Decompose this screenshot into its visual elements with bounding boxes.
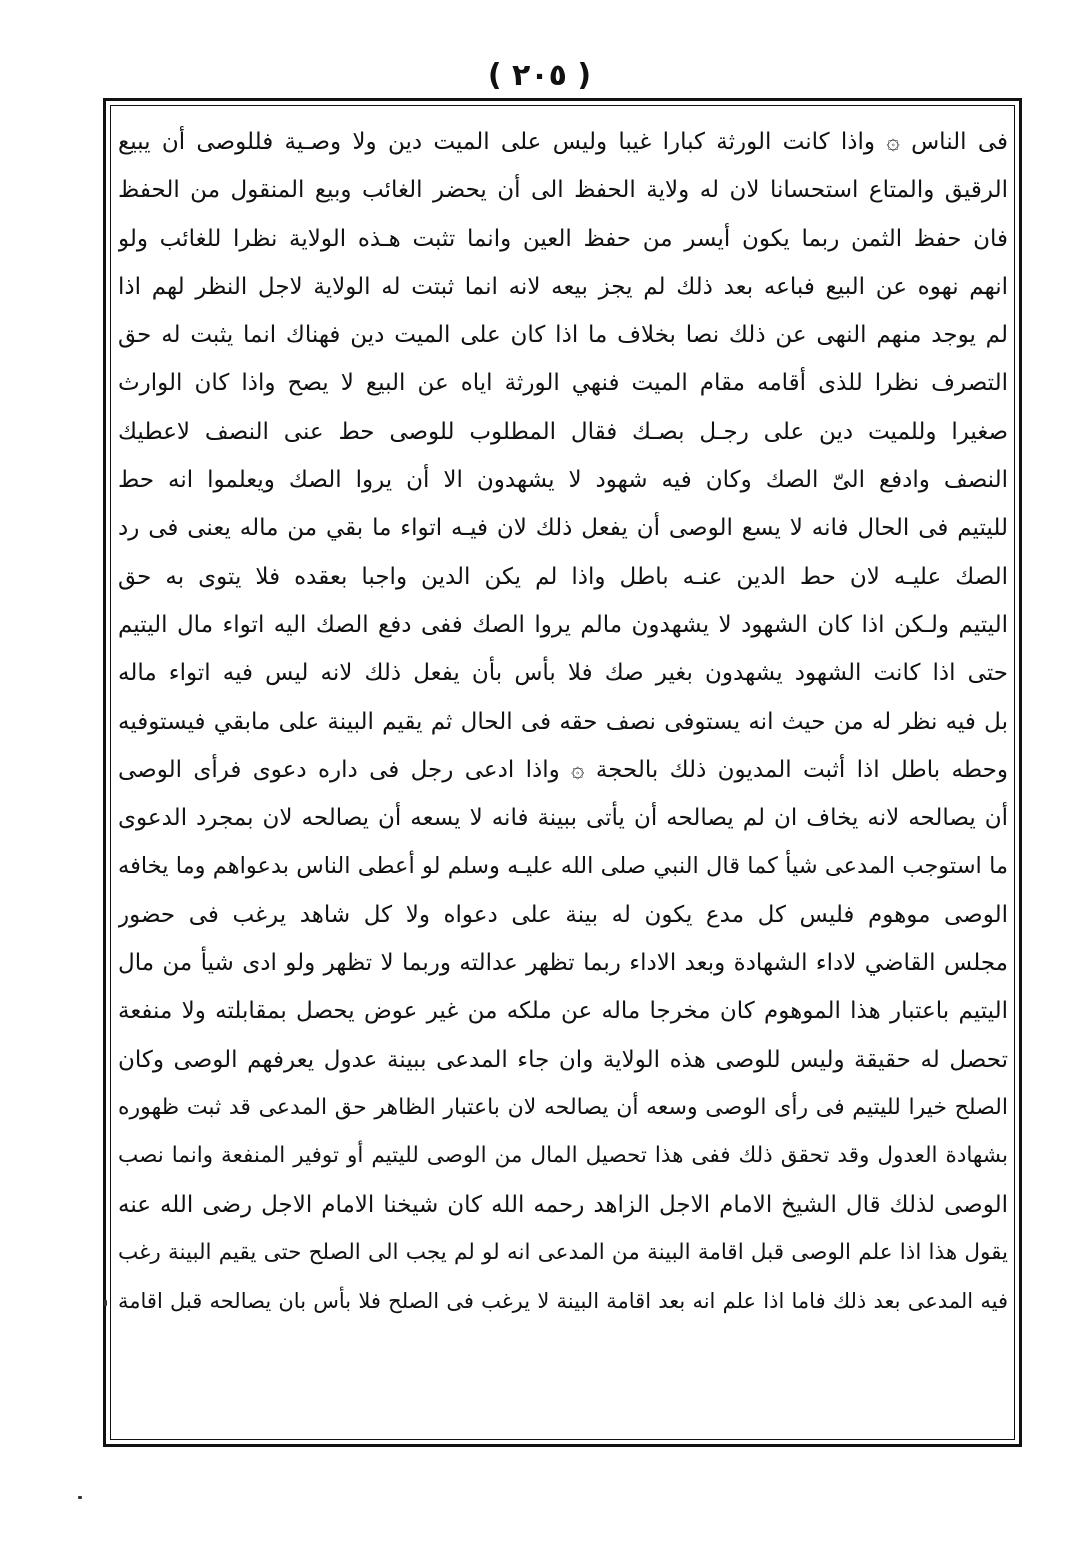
text-line: مجلس القاضي لاداء الشهادة وبعد الاداء ربما تظهر عدالته وربما لا تظهر ولو ادى شيأ من مال bbox=[118, 950, 1008, 977]
text-line: النصف وادفع الىّ الصك وكان فيه شهود لا يشهدون الا أن يروا الصك ويعلموا انه حط bbox=[118, 467, 1008, 494]
text-line: فان حفظ الثمن ربما يكون أيسر من حفظ العين وانما تثبت هـذه الولاية نظرا للغائب ولو bbox=[118, 225, 1008, 252]
text-line: يقول هذا اذا علم الوصى قبل اقامة البينة من المدعى انه لو لم يجب الى الصلح حتى يقيم البينة رغب bbox=[118, 1239, 1008, 1265]
text-line: وحطه باطل اذا أثبت المديون ذلك بالحجة ۞ واذا ادعى رجل فى داره دعوى فرأى الوصى bbox=[118, 756, 1008, 783]
text-line: الصك عليـه لان حط الدين عنـه باطل واذا لم يكن الدين واجبا بعقده فلا يتوى به حق bbox=[118, 563, 1008, 590]
text-line: بل فيه نظر له من حيث انه يستوفى نصف حقه فى الحال ثم يقيم البينة على مابقي فيستوفيه bbox=[118, 708, 1008, 735]
scan-speck bbox=[104, 1300, 107, 1306]
text-line: انهم نهوه عن البيع فباعه بعد ذلك لم يجز بيعه لانه انما ثبتت له الولاية لاجل النظر لهم اذا bbox=[118, 273, 1008, 300]
text-body bbox=[118, 118, 1008, 1325]
text-line: لم يوجد منهم النهى عن ذلك نصا بخلاف ما اذا كان على الميت دين فهناك انما يثبت له حق bbox=[118, 322, 1008, 349]
page-number: ( ٢٠٥ ) bbox=[487, 58, 592, 93]
text-line: حتى اذا كانت الشهود يشهدون بغير صك فلا بأس بأن يفعل ذلك لانه ليس فيه اتواء ماله bbox=[118, 660, 1008, 687]
text-line: صغيرا وللميت دين على رجـل بصـك فقال المطلوب للوصى حط عنى النصف لاعطيك bbox=[118, 418, 1008, 445]
text-line: تحصل له حقيقة وليس للوصى هذه الولاية وان جاء المدعى ببينة عدول يعرفهم الوصى وكان bbox=[118, 1046, 1008, 1073]
text-line: الصلح خيرا لليتيم فى رأى الوصى وسعه أن يصالحه لان باعتبار الظاهر حق المدعى قد ثبت ظهوره bbox=[118, 1094, 1008, 1120]
text-line: أن يصالحه لانه يخاف ان لم يصالحه أن يأتى ببينة فانه لا يسعه أن يصالحه لان بمجرد الدعوى bbox=[118, 805, 1008, 832]
text-line: فيه المدعى بعد ذلك فاما اذا علم انه بعد اقامة البينة لا يرغب فى الصلح فلا بأس بان يصالحه قبل اقامة bbox=[118, 1289, 1008, 1314]
text-line: اليتيم ولـكن اذا كان الشهود لا يشهدون مالم يروا الصك ففى دفع الصك اليه اتواء مال اليتيم bbox=[118, 611, 1008, 638]
text-line: ما استوجب المدعى شيأ كما قال النبي صلى الله عليـه وسلم لو أعطى الناس بدعواهم وما يخافه bbox=[118, 853, 1008, 880]
text-line: الوصى لذلك قال الشيخ الامام الاجل الزاهد رحمه الله كان شيخنا الامام الاجل رضى الله عنه bbox=[118, 1191, 1008, 1218]
scan-speck bbox=[78, 1496, 82, 1499]
text-line: بشهادة العدول وقد تحقق ذلك ففى هذا تحصيل المال من الوصى لليتيم أو توفير المنفعة وانما نصب bbox=[118, 1143, 1008, 1169]
text-line: التصرف نظرا للذى أقامه مقام الميت فنهي الورثة اياه عن البيع لا يصح واذا كان الوارث bbox=[118, 370, 1008, 397]
text-line: لليتيم فى الحال فانه لا يسع الوصى أن يفعل ذلك لان فيـه اتواء ما بقي من ماله يعنى فى رد bbox=[118, 515, 1008, 542]
text-line: الرقيق والمتاع استحسانا لان له ولاية الحفظ الى أن يحضر الغائب وبيع المنقول من الحفظ bbox=[118, 177, 1008, 204]
text-line: الوصى موهوم فليس كل مدع يكون له بينة على دعواه ولا كل شاهد يرغب فى حضور bbox=[118, 901, 1008, 928]
text-line: فى الناس ۞ واذا كانت الورثة كبارا غيبا وليس على الميت دين ولا وصـية فللوصى أن يبيع bbox=[118, 129, 1008, 155]
text-line: اليتيم باعتبار هذا الموهوم كان مخرجا ماله عن ملكه من غير عوض يحصل بمقابلته ولا منفعة bbox=[118, 998, 1008, 1025]
